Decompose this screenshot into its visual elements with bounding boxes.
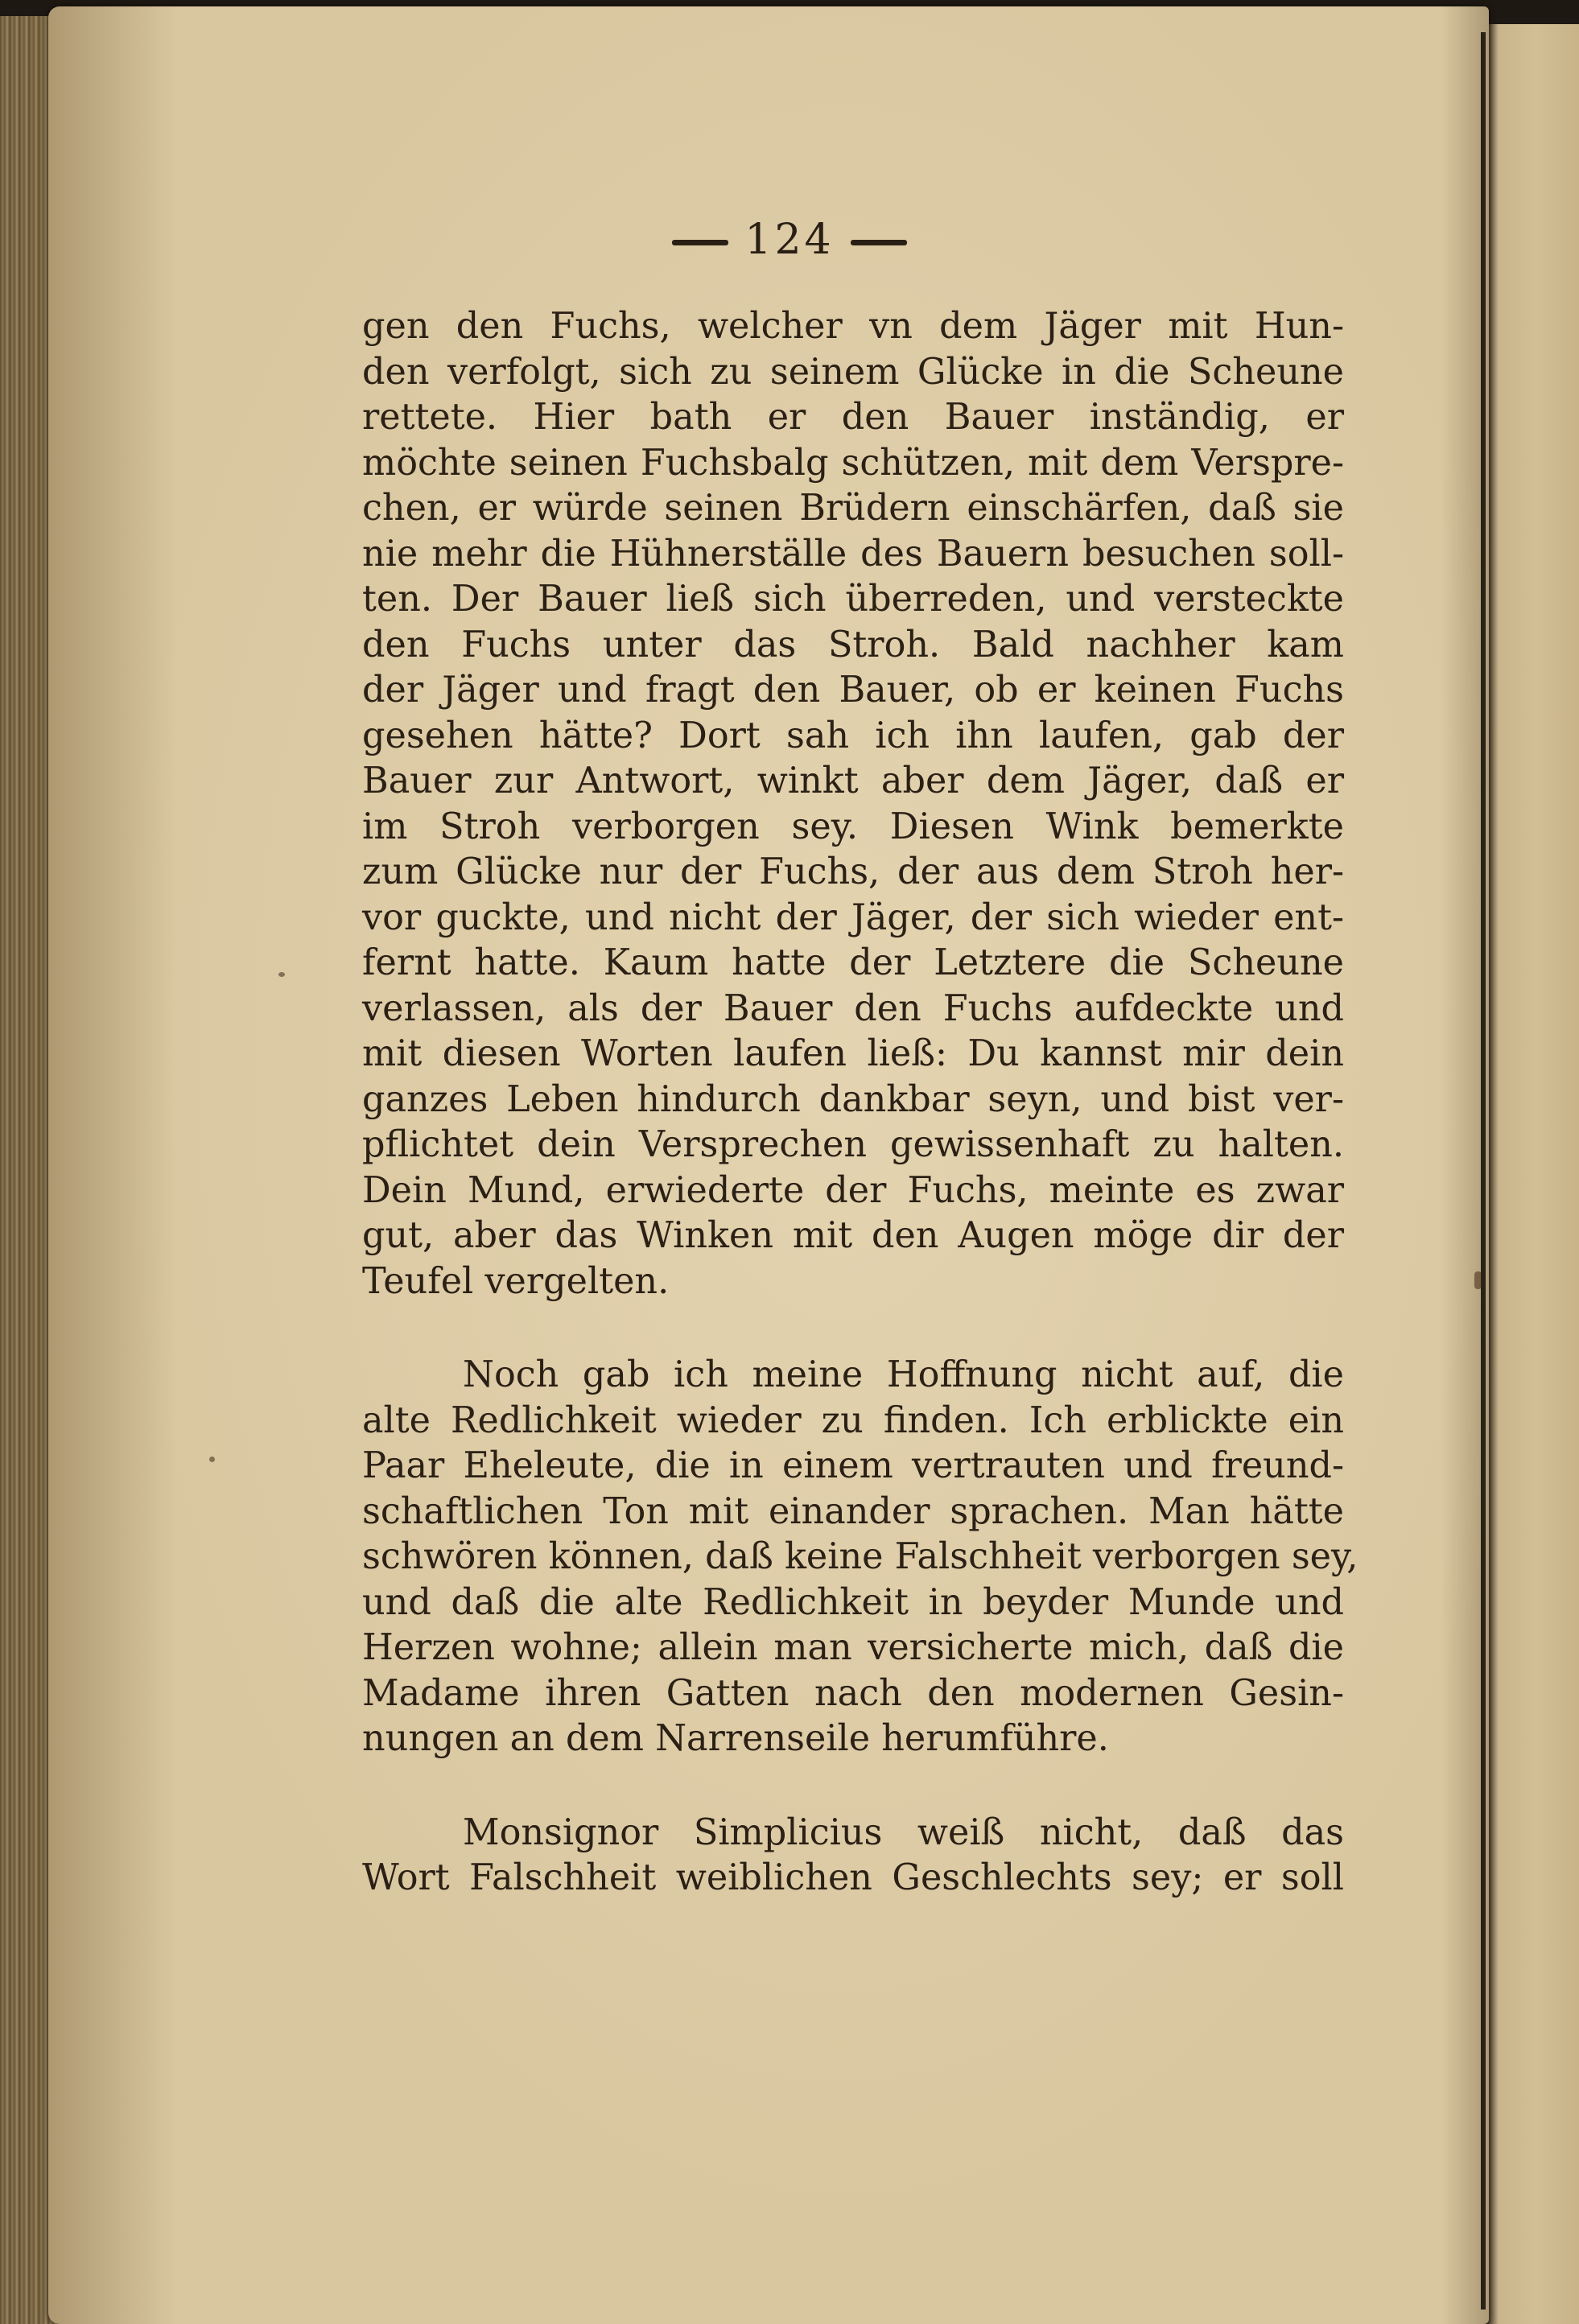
text-line: mit diesen Worten laufen ließ: Du kannst mir dein — [362, 1033, 1344, 1074]
text-line: verlassen, als der Bauer den Fuchs aufdeckte und — [362, 987, 1344, 1029]
text-line: Monsignor Simplicius weiß nicht, daß das — [463, 1811, 1344, 1853]
text-line: zum Glücke nur der Fuchs, der aus dem Stroh her- — [362, 851, 1344, 892]
page-body-text — [362, 304, 1358, 1902]
text-line: den verfolgt, sich zu seinem Glücke in die Scheune — [362, 351, 1344, 393]
text-line: Wort Falschheit weiblichen Geschlechts sey; er soll — [362, 1857, 1344, 1898]
text-line: pflichtet dein Versprechen gewissenhaft zu halten. — [362, 1124, 1344, 1165]
text-line: Bauer zur Antwort, winkt aber dem Jäger, daß er — [362, 760, 1344, 801]
page-number: 124 — [744, 216, 835, 264]
paragraph-1 — [362, 304, 1344, 1304]
text-line: Paar Eheleute, die in einem vertrauten und freund- — [362, 1445, 1344, 1486]
text-line: Madame ihren Gatten nach den modernen Gesin- — [362, 1672, 1344, 1714]
paragraph-2 — [362, 1353, 1358, 1762]
facing-page-edge — [1487, 24, 1579, 2324]
text-line: nungen an dem Narrenseile herumführe. — [362, 1718, 1109, 1759]
text-line: den Fuchs unter das Stroh. Bald nachher kam — [362, 624, 1344, 665]
text-line: gesehen hätte? Dort sah ich ihn laufen, gab der — [362, 715, 1344, 756]
text-line: gen den Fuchs, welcher vn dem Jäger mit Hun- — [362, 306, 1344, 347]
text-line: Teufel vergelten. — [362, 1260, 670, 1302]
ink-speck — [209, 1457, 215, 1462]
text-line: alte Redlichkeit wieder zu finden. Ich erblickte ein — [362, 1399, 1344, 1441]
text-line: Dein Mund, erwiederte der Fuchs, meinte es zwar — [362, 1169, 1344, 1211]
text-line: nie mehr die Hühnerställe des Bauern besuchen soll- — [362, 533, 1344, 575]
text-line: schaftlichen Ton mit einander sprachen. Man hätte — [362, 1490, 1344, 1532]
paragraph-gap — [362, 1304, 1344, 1353]
text-line: rettete. Hier bath er den Bauer inständig, er — [362, 397, 1344, 438]
text-line: gut, aber das Winken mit den Augen möge dir der — [362, 1215, 1344, 1256]
page-header — [0, 216, 1579, 264]
paragraph-gap — [362, 1762, 1344, 1811]
text-line: möchte seinen Fuchsbalg schützen, mit dem Verspre- — [362, 442, 1344, 484]
header-dash-left — [672, 240, 728, 245]
ink-speck — [1474, 1271, 1482, 1289]
gutter-shadow — [1481, 32, 1486, 2310]
text-line: und daß die alte Redlichkeit in beyder Munde und — [362, 1581, 1344, 1623]
text-line: fernt hatte. Kaum hatte der Letztere die Scheune — [362, 942, 1344, 983]
text-line: der Jäger und fragt den Bauer, ob er keinen Fuchs — [362, 670, 1344, 711]
text-line: schwören können, daß keine Falschheit verborgen sey, — [362, 1536, 1358, 1577]
header-dash-right — [851, 240, 907, 245]
text-line: Herzen wohne; allein man versicherte mich, daß die — [362, 1627, 1344, 1668]
text-line: vor guckte, und nicht der Jäger, der sich wieder ent- — [362, 896, 1344, 938]
text-line: Noch gab ich meine Hoffnung nicht auf, die — [463, 1354, 1344, 1395]
paragraph-3 — [362, 1811, 1344, 1902]
text-line: im Stroh verborgen sey. Diesen Wink bemerkte — [362, 806, 1344, 847]
ink-speck — [278, 972, 285, 977]
text-line: chen, er würde seinen Brüdern einschärfen, daß sie — [362, 488, 1344, 529]
text-line: ganzes Leben hindurch dankbar seyn, und bist ver- — [362, 1078, 1344, 1120]
text-line: ten. Der Bauer ließ sich überreden, und versteckte — [362, 579, 1344, 620]
